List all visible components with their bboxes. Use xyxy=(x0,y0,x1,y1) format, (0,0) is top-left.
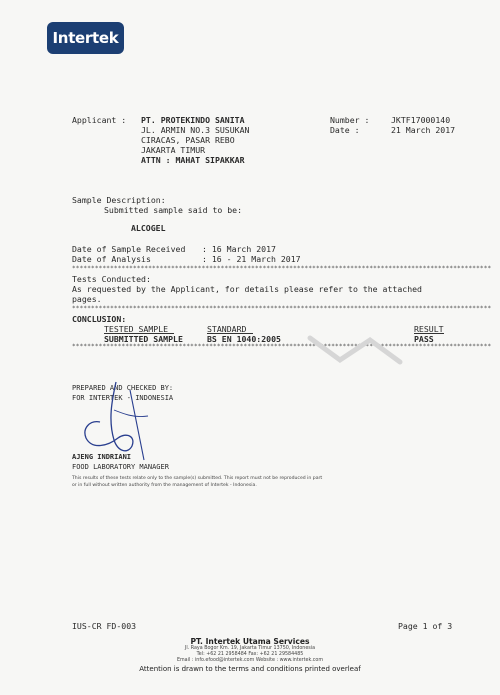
tests-line-1: As requested by the Applicant, for details please refer to the attached xyxy=(72,284,422,294)
conclusion-label: CONCLUSION: xyxy=(72,314,127,324)
footer-attention: Attention is drawn to the terms and conditions printed overleaf xyxy=(139,665,361,673)
separator-3: ************************************************************************************************************** xyxy=(72,343,492,350)
footer-tel: Tel: +62 21 2958484 Fax: +62 21 29584485 xyxy=(196,652,304,657)
sample-desc-label: Sample Description: xyxy=(72,195,166,205)
received-label: Date of Sample Received xyxy=(72,244,186,254)
watermark-mark xyxy=(300,330,420,370)
result-sample: SUBMITTED SAMPLE xyxy=(104,334,183,344)
number-label: Number : xyxy=(330,115,370,125)
date-value: 21 March 2017 xyxy=(391,125,456,135)
page-number: Page 1 of 3 xyxy=(398,621,453,631)
received-value: : 16 March 2017 xyxy=(202,244,276,254)
applicant-label: Applicant : xyxy=(72,115,127,125)
intertek-logo: Intertek xyxy=(47,22,124,54)
conclusion-header-sample: TESTED SAMPLE xyxy=(104,324,169,334)
form-code: IUS-CR FD-003 xyxy=(72,621,137,631)
sample-name: ALCOGEL xyxy=(131,223,166,233)
tests-line-2: pages. xyxy=(72,294,102,304)
disclaimer-line-1: This results of these tests relate only to the sample(s) submitted. This report must not be reproduced in part xyxy=(72,476,323,481)
address-line-1: JL. ARMIN NO.3 SUSUKAN xyxy=(141,125,250,135)
conclusion-header-standard: STANDARD xyxy=(207,324,247,334)
number-value: JKTF17000140 xyxy=(391,115,451,125)
separator-1: ************************************************************************************************************** xyxy=(72,265,492,272)
address-line-3: JAKARTA TIMUR xyxy=(141,145,206,155)
separator-2: ************************************************************************************************************** xyxy=(72,305,492,312)
submitted-text: Submitted sample said to be: xyxy=(104,205,243,215)
analysis-label: Date of Analysis xyxy=(72,254,151,264)
signer-role: FOOD LABORATORY MANAGER xyxy=(72,463,169,471)
prepared-label: PREPARED AND CHECKED BY: xyxy=(72,384,174,392)
applicant-name: PT. PROTEKINDO SANITA xyxy=(141,115,245,125)
date-label: Date : xyxy=(330,125,360,135)
conclusion-header-result: RESULT xyxy=(414,324,444,334)
analysis-value: : 16 - 21 March 2017 xyxy=(202,254,301,264)
for-label: FOR INTERTEK - INDONESIA xyxy=(72,394,174,402)
result-value: PASS xyxy=(414,334,434,344)
footer-email: Email : info.efood@intertek.com Website : www.intertek.com xyxy=(176,658,324,663)
footer-address: Jl. Raya Bogor Km. 19, Jakarta Timur 13750, Indonesia xyxy=(184,646,316,651)
attn-line: ATTN : MAHAT SIPAKKAR xyxy=(141,155,245,165)
disclaimer-line-2: or in full without written authority from the management of Intertek - Indonesia. xyxy=(72,483,257,488)
signer-name: AJENG INDRIANI xyxy=(72,453,132,461)
address-line-2: CIRACAS, PASAR REBO xyxy=(141,135,235,145)
footer-company: PT. Intertek Utama Services xyxy=(190,637,310,646)
tests-label: Tests Conducted: xyxy=(72,274,151,284)
result-standard: BS EN 1040:2005 xyxy=(207,334,281,344)
